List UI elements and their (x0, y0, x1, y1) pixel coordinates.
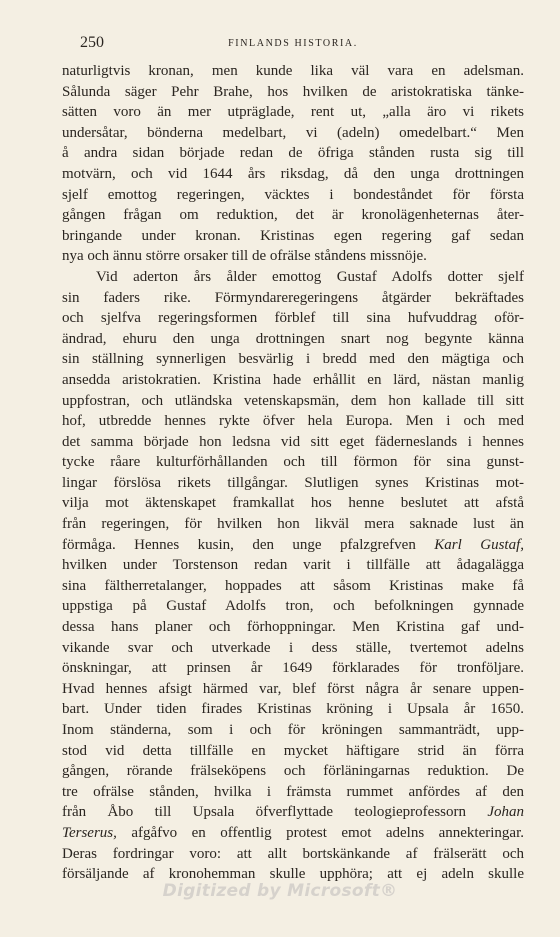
line-text: tre ofrälse stånden, hvilka i främsta rummet anfördes af den (62, 783, 524, 800)
line-text: hof, utbredde hennes rykte öfver hela Europa. Men i och med (62, 413, 524, 430)
line-text: ändrad, ehuru den unga drottningen snart nog begynte känna (62, 330, 524, 347)
line-text: försäljande af kronohemman skulle upphöra; att ej adeln skulle (62, 866, 524, 883)
text-line (62, 246, 524, 267)
text-line (62, 699, 524, 720)
line-text: förmåga. Hennes kusin, den unge pfalzgrefven (62, 536, 435, 553)
line-text: ansedda aristokratien. Kristina hade erhållit en lärd, nästan manlig (62, 371, 524, 388)
text-line (62, 411, 524, 432)
text-line (62, 370, 524, 391)
text-line (62, 308, 524, 329)
text-line (62, 123, 524, 144)
line-text: uppfostran, och utländska vetenskapsmän, dem hon kallade till sitt (62, 392, 524, 409)
text-line (62, 596, 524, 617)
italic-name: Terserus, (62, 824, 117, 841)
line-text: uppstiga på Gustaf Adolfs tron, och befolkningen gynnade (62, 598, 524, 615)
text-line (62, 741, 524, 762)
text-line (62, 493, 524, 514)
line-text: från Åbo till Upsala öfverflyttade teologieprofessorn (62, 804, 488, 821)
text-line (62, 638, 524, 659)
text-line (62, 535, 524, 556)
text-line (62, 576, 524, 597)
page-header (62, 34, 524, 54)
text-line (62, 844, 524, 865)
line-text: å andra sidan började redan de öfriga stånden rusta sig till (62, 145, 524, 162)
line-text: sjelf emottog regeringen, väcktes i bondeståndet för första (62, 186, 524, 203)
text-line (62, 61, 524, 82)
line-text: Vid aderton års ålder emottog Gustaf Adolfs dotter sjelf (96, 268, 524, 285)
line-text: Deras fordringar voro: att allt bortskänkande af frälserätt och (62, 845, 524, 862)
line-text: stod vid detta tillfälle en mycket häftigare strid än förra (62, 742, 524, 759)
line-text: naturligtvis kronan, men kunde lika väl vara en adelsman. (62, 63, 524, 79)
line-text: och sjelfva regeringsformen förblef till sina hufvuddrag oför- (62, 310, 524, 327)
text-line (62, 720, 524, 741)
line-text: Hvad hennes afsigt härmed var, blef först några år senare uppen- (62, 680, 524, 697)
page-number: 250 (80, 34, 104, 51)
text-line (62, 823, 524, 844)
line-text: från regeringen, för hvilken hon likväl mera saknade lust än (62, 516, 524, 533)
line-text: bart. Under tiden firades Kristinas kröning i Upsala år 1650. (62, 701, 524, 718)
line-text: sätten voro än mer utpräglade, rent ut, „alla äro vi rikets (62, 104, 524, 121)
line-text: motvärn, och vid 1644 års riksdag, då den unga drottningen (62, 165, 524, 182)
line-text: det samma började hon ledsna vid sitt eget fäderneslands i hennes (62, 433, 524, 450)
text-line (62, 514, 524, 535)
line-text: lingar förslösa rikets tillgångar. Slutligen synes Kristinas mot- (62, 474, 524, 491)
italic-name: Karl Gustaf, (434, 536, 524, 553)
line-text: gången, rörande frälseköpens och förläningarnas reduktion. De (62, 763, 524, 780)
text-line (62, 82, 524, 103)
text-line (62, 452, 524, 473)
text-line (62, 329, 524, 350)
line-text: önskningar, att prinsen år 1649 förklarades för tronföljare. (62, 660, 524, 677)
line-text: dessa hans planer och förhoppningar. Men Kristina gaf und- (62, 619, 524, 636)
text-line (62, 555, 524, 576)
line-text: Inom ständerna, som i och för kröningen sammanträdt, upp- (62, 722, 524, 738)
line-text: sina fältherretalanger, hoppades att såsom Kristinas make få (62, 577, 524, 594)
text-line (62, 658, 524, 679)
text-line (62, 143, 524, 164)
digitization-watermark: Digitized by Microsoft® (162, 881, 398, 901)
text-line (62, 782, 524, 803)
text-line (62, 185, 524, 206)
line-text: Sålunda säger Pehr Brahe, hos hvilken de aristokratiska tänke- (62, 83, 524, 100)
line-text-after: afgåfvo en offentlig protest emot adelns annekteringar. (116, 824, 524, 841)
text-line (62, 205, 524, 226)
italic-name: Johan (487, 804, 524, 821)
text-line (62, 679, 524, 700)
text-line (62, 349, 524, 370)
line-text: sin faders rike. Förmyndareregeringens åtgärder bekräftades (62, 289, 524, 306)
text-line (62, 226, 524, 247)
text-line (62, 164, 524, 185)
text-line (62, 102, 524, 123)
line-text: sin ställning synnerligen besvärlig i bredd med den mägtiga och (62, 351, 524, 368)
text-line (62, 761, 524, 782)
line-text: bringande under kronan. Kristinas egen regering gaf sedan (62, 227, 524, 244)
body-text (62, 61, 524, 885)
line-text: nya och ännu större orsaker till de ofrälse ståndens missnöje. (62, 248, 427, 265)
line-text: undersåtar, bönderna medelbart, vi (adeln) omedelbart.“ Men (62, 124, 524, 141)
text-line (62, 473, 524, 494)
line-text: hvilken under Torstenson redan varit i tillfälle att ådagalägga (62, 557, 524, 574)
line-text: gången frågan om reduktion, det är kronolägenheternas åter- (62, 207, 524, 224)
text-line (62, 432, 524, 453)
line-text: tycke råare kulturförhållanden och till förmon för sina gunst- (62, 454, 524, 471)
text-line (62, 802, 524, 823)
text-line (62, 391, 524, 412)
line-text: vikande svar och utverkade i dess ställe, tvertemot adelns (62, 639, 524, 656)
text-line (62, 288, 524, 309)
text-line (62, 267, 524, 288)
line-text: vilja mot äktenskapet framkallat hos henne beslutet att afstå (62, 495, 524, 512)
text-line (62, 617, 524, 638)
running-head: FINLANDS HISTORIA. (228, 38, 358, 49)
